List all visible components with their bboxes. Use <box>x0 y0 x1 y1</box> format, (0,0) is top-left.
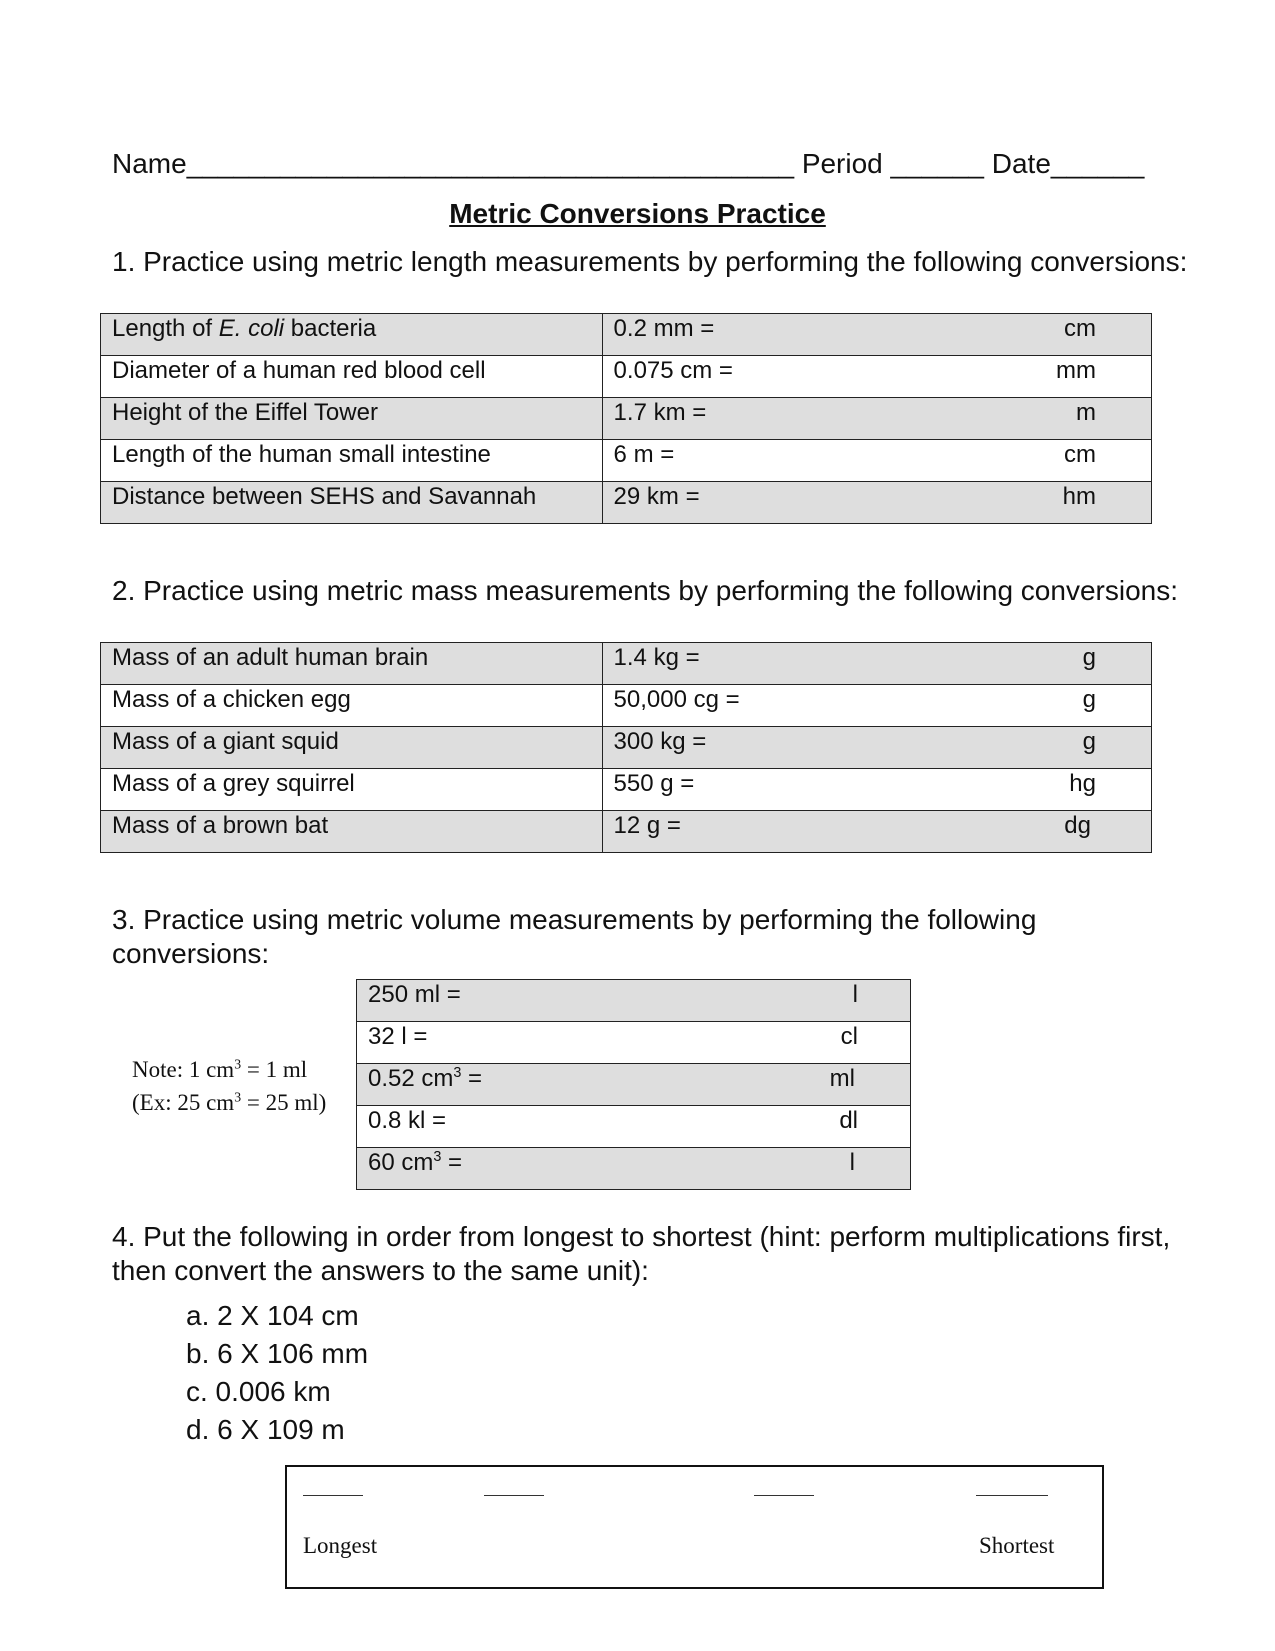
answer-cell[interactable]: 12 g = dg <box>602 811 1151 853</box>
table-row <box>101 685 1152 727</box>
row-label: Length of E. coli bacteria <box>101 314 603 356</box>
name-label: Name <box>112 148 187 179</box>
answer-blank-2[interactable] <box>484 1495 544 1496</box>
table-row <box>357 980 911 1022</box>
list-item: c. 0.006 km <box>186 1376 331 1407</box>
answer-blank-3[interactable] <box>754 1495 814 1496</box>
table-row <box>101 440 1152 482</box>
q1-prompt: 1. Practice using metric length measurements by performing the following conversions: <box>112 246 1188 277</box>
q2-prompt: 2. Practice using metric mass measurements by performing the following conversions: <box>112 575 1178 606</box>
answer-cell[interactable]: 250 ml = l <box>357 980 911 1022</box>
target-unit: g <box>1082 728 1096 755</box>
answer-cell[interactable]: 50,000 cg = g <box>602 685 1151 727</box>
row-label: Mass of a brown bat <box>101 811 603 853</box>
table-row <box>101 314 1152 356</box>
target-unit: cl <box>840 1023 858 1050</box>
q3-prompt: 3. Practice using metric volume measurements by performing the following conversions: <box>112 904 1037 969</box>
answer-blank-4[interactable] <box>976 1495 1048 1496</box>
target-unit: g <box>1082 644 1096 671</box>
answer-cell[interactable]: 29 km = hm <box>602 482 1151 524</box>
target-unit: l <box>849 1149 855 1176</box>
q2-table <box>100 642 1152 853</box>
table-row <box>357 1148 911 1190</box>
longest-label: Longest <box>303 1533 378 1558</box>
table-row <box>101 811 1152 853</box>
table-row <box>101 643 1152 685</box>
q4-options <box>186 1297 368 1449</box>
target-unit: hm <box>1062 483 1096 510</box>
q1-table <box>100 313 1152 524</box>
row-label: Height of the Eiffel Tower <box>101 398 603 440</box>
answer-cell[interactable]: 300 kg = g <box>602 727 1151 769</box>
q3-table <box>356 979 911 1190</box>
conversion-note: Note: 1 $cm^3 = 1$ ml (Ex: 25 $cm^3 = 25$ ml) <box>132 1056 327 1115</box>
target-unit: g <box>1082 686 1096 713</box>
table-row <box>357 1106 911 1148</box>
date-blank[interactable]: ______ <box>1050 148 1145 179</box>
target-unit: mm <box>1056 357 1096 384</box>
name-blank[interactable]: _______________________________________ <box>186 148 795 179</box>
target-unit: cm <box>1064 441 1096 468</box>
row-label: Length of the human small intestine <box>101 440 603 482</box>
table-row <box>101 482 1152 524</box>
answer-cell[interactable]: 1.4 kg = g <box>602 643 1151 685</box>
answer-cell[interactable]: 0.8 kl = dl <box>357 1106 911 1148</box>
answer-cell[interactable]: 550 g = hg <box>602 769 1151 811</box>
answer-cell[interactable]: 6 m = cm <box>602 440 1151 482</box>
shortest-label: Shortest <box>979 1533 1055 1558</box>
answer-cell[interactable]: 0.52 $cm^3$ = ml <box>357 1064 911 1106</box>
table-row <box>101 769 1152 811</box>
list-item: a. 2 X 104 cm <box>186 1300 359 1331</box>
row-label: Distance between SEHS and Savannah <box>101 482 603 524</box>
row-label: Mass of a grey squirrel <box>101 769 603 811</box>
target-unit: ml <box>829 1065 855 1092</box>
answer-blank-1[interactable] <box>303 1495 363 1496</box>
target-unit: dl <box>839 1107 858 1134</box>
table-row <box>101 356 1152 398</box>
target-unit: m <box>1076 399 1096 426</box>
ordering-answer-box <box>285 1465 1104 1589</box>
row-label: Diameter of a human red blood cell <box>101 356 603 398</box>
table-row <box>357 1022 911 1064</box>
row-label: Mass of a chicken egg <box>101 685 603 727</box>
header-line <box>112 148 1144 180</box>
table-row <box>101 727 1152 769</box>
period-label: Period <box>801 148 883 179</box>
answer-cell[interactable]: 1.7 km = m <box>602 398 1151 440</box>
row-label: Mass of a giant squid <box>101 727 603 769</box>
table-row <box>357 1064 911 1106</box>
row-label: Mass of an adult human brain <box>101 643 603 685</box>
period-blank[interactable]: ______ <box>890 148 984 179</box>
q4-prompt: 4. Put the following in order from longest to shortest (hint: perform multiplications first, then convert the answers to the same unit): <box>112 1221 1171 1286</box>
list-item: b. 6 X 106 mm <box>186 1338 369 1369</box>
answer-cell[interactable]: 32 l = cl <box>357 1022 911 1064</box>
page-title: Metric Conversions Practice <box>449 198 826 229</box>
answer-cell[interactable]: 0.2 mm = cm <box>602 314 1151 356</box>
table-row <box>101 398 1152 440</box>
target-unit: hg <box>1069 770 1096 797</box>
answer-cell[interactable]: 0.075 cm = mm <box>602 356 1151 398</box>
target-unit: cm <box>1064 315 1096 342</box>
target-unit: dg <box>1064 812 1091 839</box>
target-unit: l <box>852 981 858 1008</box>
answer-cell[interactable]: 60 $cm^3$ = l <box>357 1148 911 1190</box>
date-label: Date <box>991 148 1051 179</box>
list-item: d. 6 X 109 m <box>186 1414 345 1445</box>
